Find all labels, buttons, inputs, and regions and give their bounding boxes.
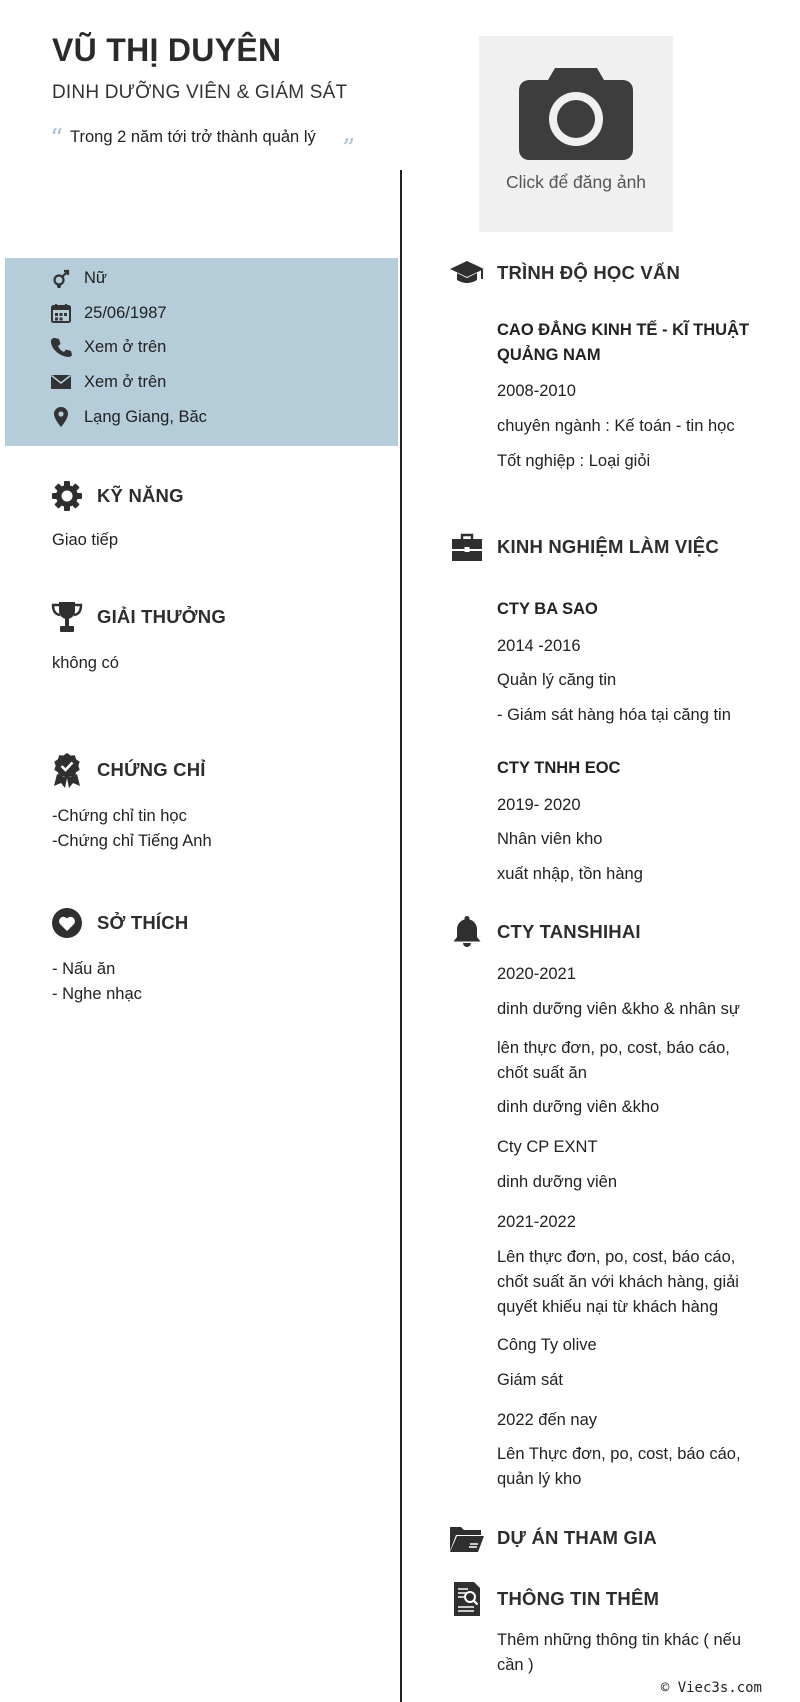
contact-phone <box>50 335 166 359</box>
education-heading <box>449 255 680 291</box>
photo-upload[interactable] <box>479 36 673 232</box>
birthday-value: 25/06/1987 <box>84 303 167 322</box>
awards-title: GIẢI THƯỞNG <box>97 606 226 627</box>
career-objective <box>50 124 356 164</box>
activity-line: Cty CP EXNT <box>497 1138 598 1156</box>
activities-heading <box>449 914 641 950</box>
education-title: TRÌNH ĐỘ HỌC VẤN <box>497 262 681 283</box>
activity-line: Lên Thực đơn, po, cost, báo cáo, quản lý kho <box>497 1445 741 1488</box>
watermark: © Viec3s.com <box>660 1680 762 1696</box>
phone-value: Xem ở trên <box>84 337 167 356</box>
email-value: Xem ở trên <box>84 372 167 391</box>
heart-icon <box>51 907 83 939</box>
projects-heading <box>449 1520 657 1556</box>
experience-title: KINH NGHIỆM LÀM VIỆC <box>497 536 719 557</box>
document-search-icon <box>452 1581 482 1617</box>
skill-item: Giao tiếp <box>52 531 119 549</box>
additional-title: THÔNG TIN THÊM <box>497 1588 660 1609</box>
folder-icon <box>449 1523 485 1553</box>
award-item: không có <box>52 654 119 672</box>
projects-title: DỰ ÁN THAM GIA <box>497 1527 657 1548</box>
bell-icon <box>452 915 482 949</box>
job-title: DINH DƯỠNG VIÊN & GIÁM SÁT <box>52 82 348 103</box>
job-position: Nhân viên kho <box>497 830 603 848</box>
trophy-icon <box>51 600 83 634</box>
hobby-item: - Nấu ăn <box>52 960 116 978</box>
awards-heading <box>49 599 226 635</box>
job-company: CTY TNHH EOC <box>497 759 621 777</box>
education-result: Tốt nghiệp : Loại giỏi <box>497 452 651 470</box>
job-period: 2014 -2016 <box>497 637 581 655</box>
gender-icon <box>50 267 72 289</box>
location-pin-icon <box>50 406 72 428</box>
contact-address <box>50 405 207 429</box>
job-period: 2019- 2020 <box>497 796 581 814</box>
activity-line: Giám sát <box>497 1371 564 1389</box>
hobbies-title: SỞ THÍCH <box>97 912 189 933</box>
education-school: CAO ĐẲNG KINH TẾ - KĨ THUẬT QUẢNG NAM <box>497 321 750 364</box>
certificates-heading <box>49 752 206 788</box>
activity-line: dinh dưỡng viên &kho & nhân sự <box>497 1000 740 1018</box>
address-value: Lạng Giang, Băc <box>84 407 207 426</box>
close-quote-icon: ” <box>342 134 356 164</box>
activity-line: dinh dưỡng viên <box>497 1173 618 1191</box>
job-description: xuất nhập, tồn hàng <box>497 865 643 883</box>
photo-upload-label: Click để đăng ảnh <box>505 172 647 192</box>
activity-line: Lên thực đơn, po, cost, báo cáo, chốt suất ăn với khách hàng, giải quyết khiếu nại từ khách hàng <box>497 1248 739 1316</box>
activity-line: 2020-2021 <box>497 965 576 983</box>
objective-text: Trong 2 năm tới trở thành quản lý <box>70 128 316 146</box>
experience-heading <box>449 529 719 565</box>
job-description: - Giám sát hàng hóa tại căng tin <box>497 706 731 724</box>
contact-info <box>5 258 398 446</box>
open-quote-icon: “ <box>50 124 64 154</box>
job-position: Quản lý căng tin <box>497 671 617 689</box>
hobbies-heading <box>49 905 188 941</box>
contact-gender <box>50 266 107 290</box>
gender-value: Nữ <box>84 268 107 287</box>
education-period: 2008-2010 <box>497 382 576 400</box>
certificate-badge-icon <box>51 752 83 788</box>
graduation-cap-icon <box>449 259 485 287</box>
gear-icon <box>51 480 83 512</box>
contact-birthday <box>50 301 167 325</box>
camera-icon <box>517 64 635 164</box>
hobby-item: - Nghe nhạc <box>52 985 142 1003</box>
contact-email <box>50 370 166 394</box>
activity-line: dinh dưỡng viên &kho <box>497 1098 660 1116</box>
column-divider <box>400 170 402 1702</box>
certificates-title: CHỨNG CHỈ <box>97 759 206 780</box>
email-icon <box>50 371 72 393</box>
skills-heading <box>49 478 184 514</box>
additional-text: Thêm những thông tin khác ( nếu cần ) <box>497 1631 742 1674</box>
activity-line: Công Ty olive <box>497 1336 597 1354</box>
calendar-icon <box>50 302 72 324</box>
certificate-item: -Chứng chỉ tin học <box>52 807 187 825</box>
certificate-item: -Chứng chỉ Tiếng Anh <box>52 832 212 850</box>
job-company: CTY BA SAO <box>497 600 598 618</box>
activities-title: CTY TANSHIHAI <box>497 921 641 942</box>
education-major: chuyên ngành : Kế toán - tin học <box>497 417 735 435</box>
additional-heading <box>449 1581 659 1617</box>
activity-line: lên thực đơn, po, cost, báo cáo, chốt suất ăn <box>497 1039 730 1082</box>
candidate-name: VŨ THỊ DUYÊN <box>52 32 282 68</box>
skills-title: KỸ NĂNG <box>97 485 184 506</box>
activity-line: 2021-2022 <box>497 1213 576 1231</box>
briefcase-icon <box>451 532 483 562</box>
activity-line: 2022 đến nay <box>497 1411 598 1429</box>
phone-icon <box>50 336 72 358</box>
